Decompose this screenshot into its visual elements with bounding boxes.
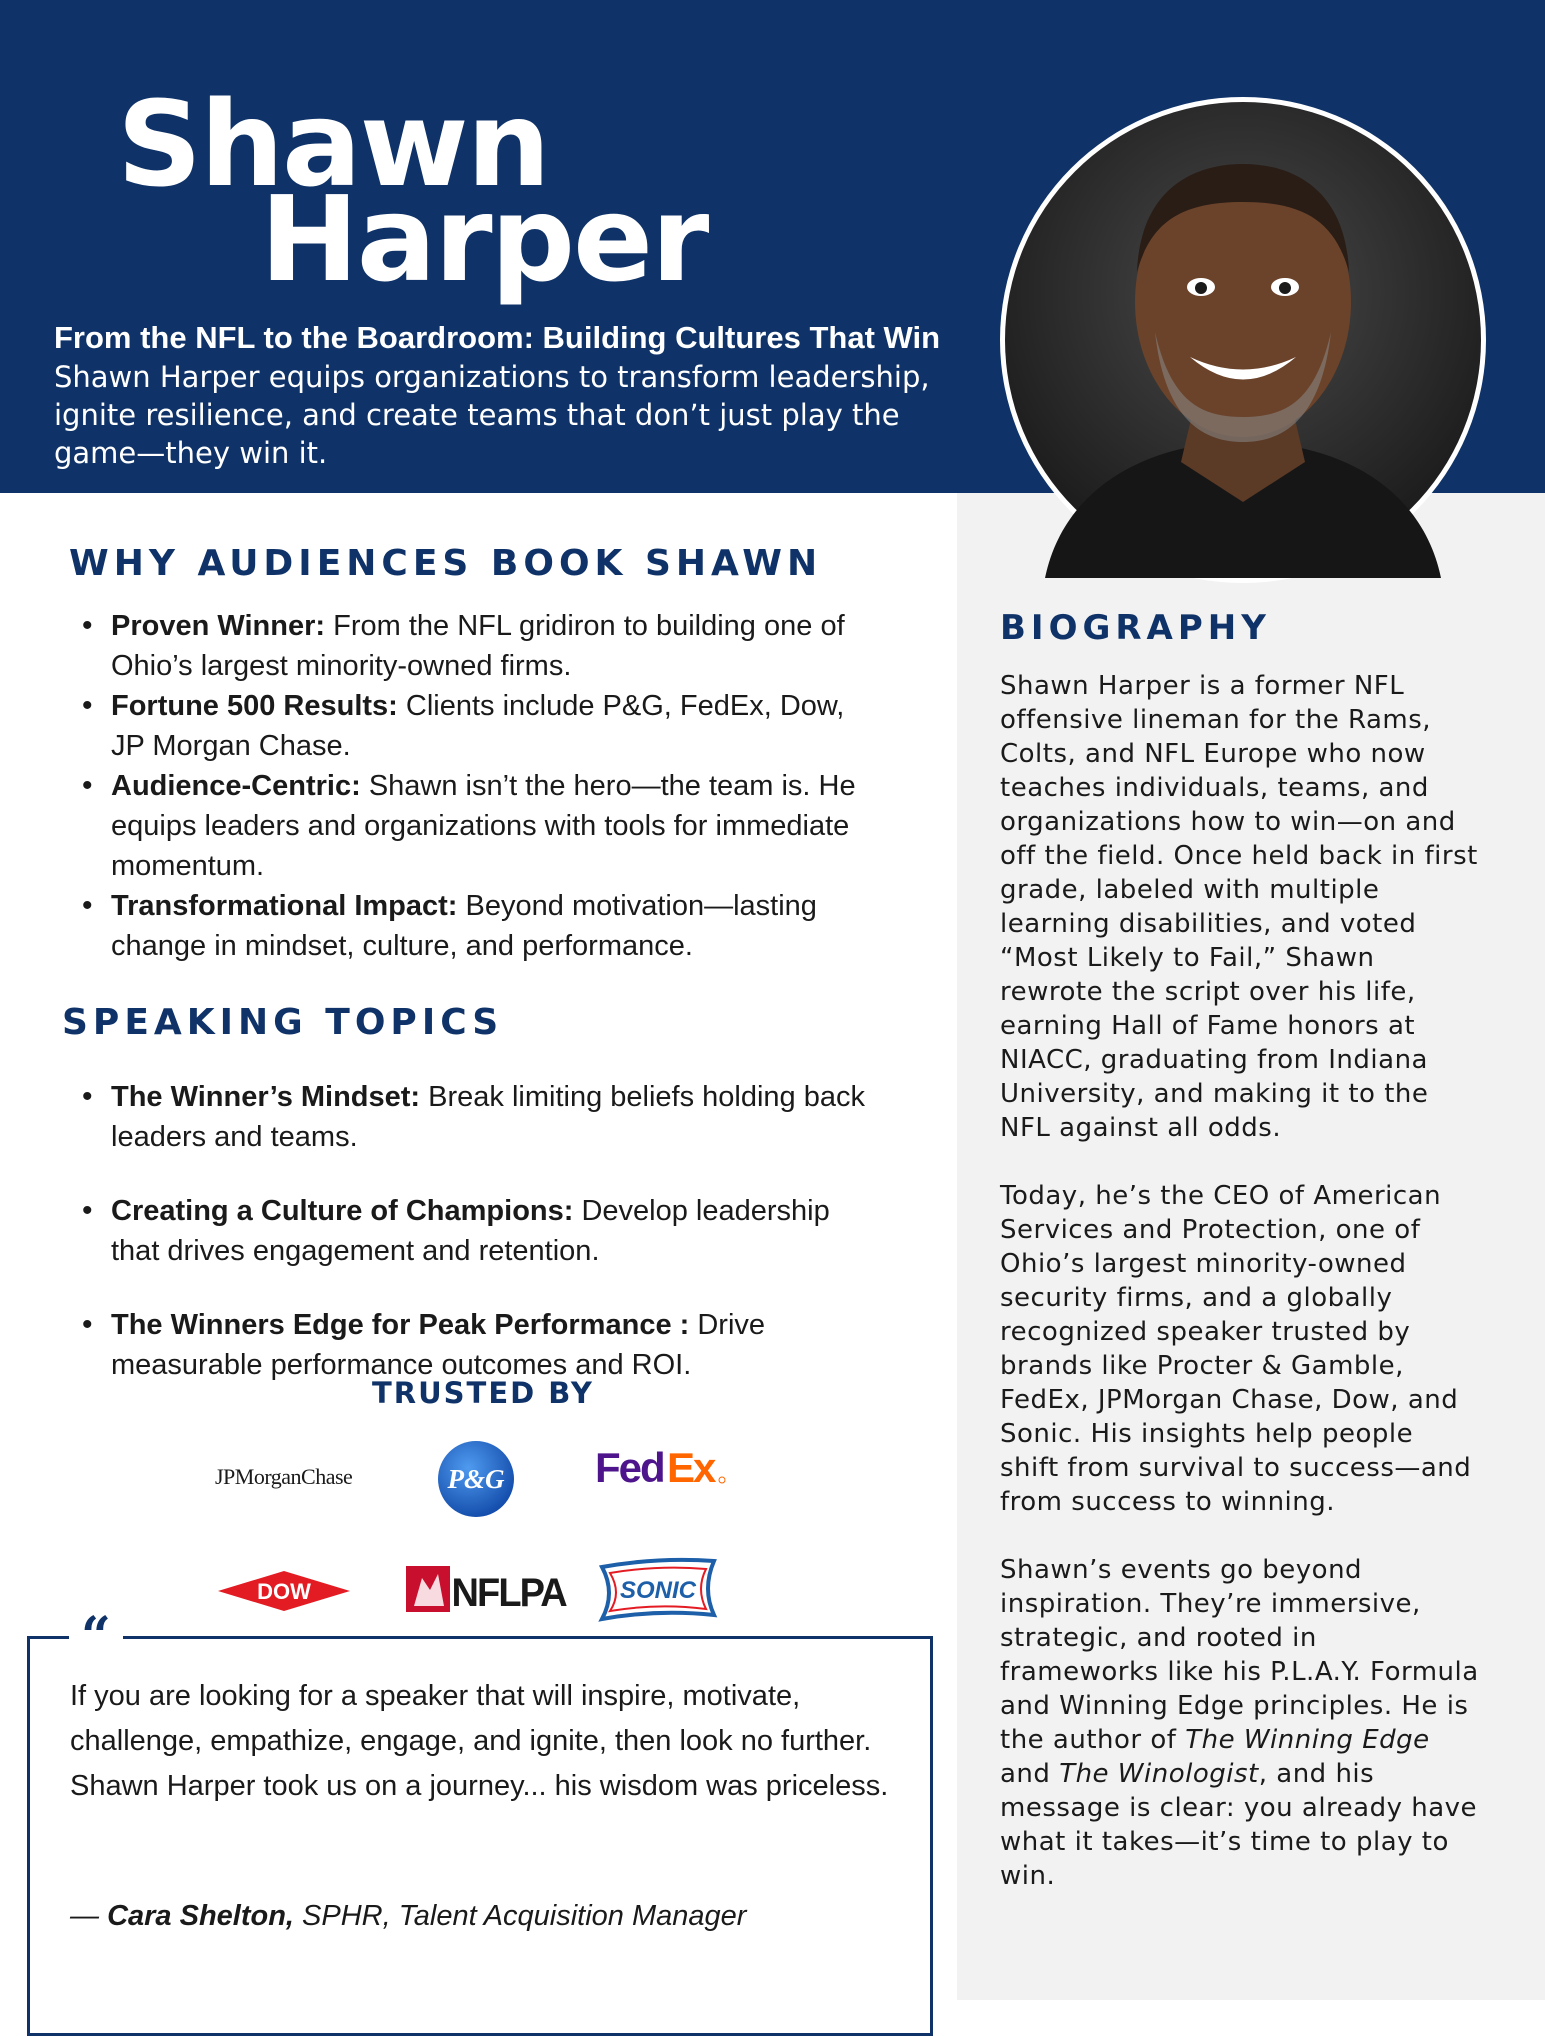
pg-logo [437,1440,515,1523]
item-label: The Winners Edge for Peak Performance : [111,1309,690,1341]
item-text: From the NFL gridiron to building one of Ohio’s largest minority-owned firms. [111,610,845,682]
nflpa-logo-text: NFLPA [451,1571,566,1616]
bio-p3-start: Shawn’s events go beyond inspiration. They’re immersive, strategic, and rooted in frameworks like his P.L.A.Y. Formula and Winning Edge principles. He is the author of [1000,1555,1479,1755]
speaking-topics-heading: SPEAKING TOPICS [62,1002,504,1043]
intro-text: Shawn Harper equips organizations to transform leadership, ignite resilience, and create teams that don’t just play the game—they win it. [54,360,930,470]
jpmorganchase-logo: JPMorganChase [215,1464,353,1489]
item-text: Clients include P&G, FedEx, Dow, JP Morgan Chase. [111,690,845,762]
quote-mark-icon: “ [69,1617,123,1653]
item-text: Shawn isn’t the hero—the team is. He equips leaders and organizations with tools for immediate momentum. [111,770,856,882]
testimonial-attribution [70,1900,746,1933]
list-item [62,1305,882,1385]
item-label: Proven Winner: [111,610,326,642]
tagline: From the NFL to the Boardroom: Building Cultures That Win [54,320,941,355]
person-silhouette-icon [1005,102,1481,578]
item-text: Drive measurable performance outcomes and ROI. [111,1309,766,1381]
list-item [62,606,882,686]
dow-logo [218,1567,350,1620]
pg-logo-text: P&G [447,1464,505,1494]
why-audiences-heading: WHY AUDIENCES BOOK SHAWN [69,543,823,584]
item-label: Fortune 500 Results: [111,690,398,722]
bio-paragraph-2: Today, he’s the CEO of American Services and Protection, one of Ohio’s largest minority-owned security firms, and a globally recognized speaker trusted by brands like Procter & Gamble, FedEx, JPMorgan Chase, Dow, and Sonic. His insights help people shift from survival to success—and from success to winning. [1000,1181,1472,1517]
item-text: Beyond motivation—lasting change in mindset, culture, and performance. [111,890,817,962]
sonic-logo [592,1553,724,1630]
nflpa-logo [404,1562,566,1621]
speaking-topics-list [62,1077,882,1419]
fedex-logo [595,1440,735,1505]
attribution-dash: — [70,1900,108,1932]
biography-heading: BIOGRAPHY [1000,608,1271,648]
portrait-photo [1005,102,1481,578]
nflpa-logo-icon [404,1562,566,1616]
testimonial-author: Cara Shelton, [107,1900,294,1932]
item-label: Audience-Centric: [111,770,361,802]
list-item [62,886,882,966]
dow-diamond-icon [218,1567,350,1615]
speaker-first-name: Shawn [117,75,549,213]
fedex-ex-text: Ex [667,1444,715,1491]
item-text: Develop leadership that drives engagement and retention. [111,1195,830,1267]
book-title-winning-edge: The Winning Edge [1185,1725,1430,1755]
pg-logo-icon [437,1440,515,1518]
list-item [62,766,882,886]
bio-paragraph-1: Shawn Harper is a former NFL offensive lineman for the Rams, Colts, and NFL Europe who now teaches individuals, teams, and organizations how to win—on and off the field. Once held back in first grade, labeled with multiple learning disabilities, and voted “Most Likely to Fail,” Shawn rewrote the script over his life, earning Hall of Fame honors at NIACC, graduating from Indiana University, and making it to the NFL against all odds. [1000,671,1478,1143]
trusted-by-heading: TRUSTED BY [372,1376,594,1410]
biography-text [1000,669,1480,1927]
sonic-logo-icon [592,1553,724,1625]
book-title-winologist: The Winologist [1059,1759,1259,1789]
testimonial-role: SPHR, Talent Acquisition Manager [294,1900,747,1932]
fedex-logo-icon [595,1440,735,1500]
list-item [62,686,882,766]
speaker-last-name: Harper [260,170,708,308]
sonic-logo-text: SONIC [619,1577,697,1604]
item-label: Transformational Impact: [111,890,458,922]
list-item [62,1191,882,1271]
item-label: Creating a Culture of Champions: [111,1195,574,1227]
bio-p3-end: , and his message is clear: you already have what it takes—it’s time to play to win. [1000,1759,1478,1891]
item-label: The Winner’s Mindset: [111,1081,421,1113]
bio-p3-and: and [1000,1759,1060,1789]
speaker-portrait [1000,97,1486,583]
bio-paragraph-3 [1000,1553,1480,1893]
dow-logo-text: DOW [257,1579,311,1604]
list-item [62,1077,882,1157]
fedex-fed-text: Fed [595,1444,664,1491]
testimonial-text: If you are looking for a speaker that will inspire, motivate, challenge, empathize, engage, and ignite, then look no further. Shawn Harper took us on a journey... his wisdom was priceless. [70,1680,889,1802]
item-text: Break limiting beliefs holding back leaders and teams. [111,1081,865,1153]
why-audiences-list [62,606,882,966]
